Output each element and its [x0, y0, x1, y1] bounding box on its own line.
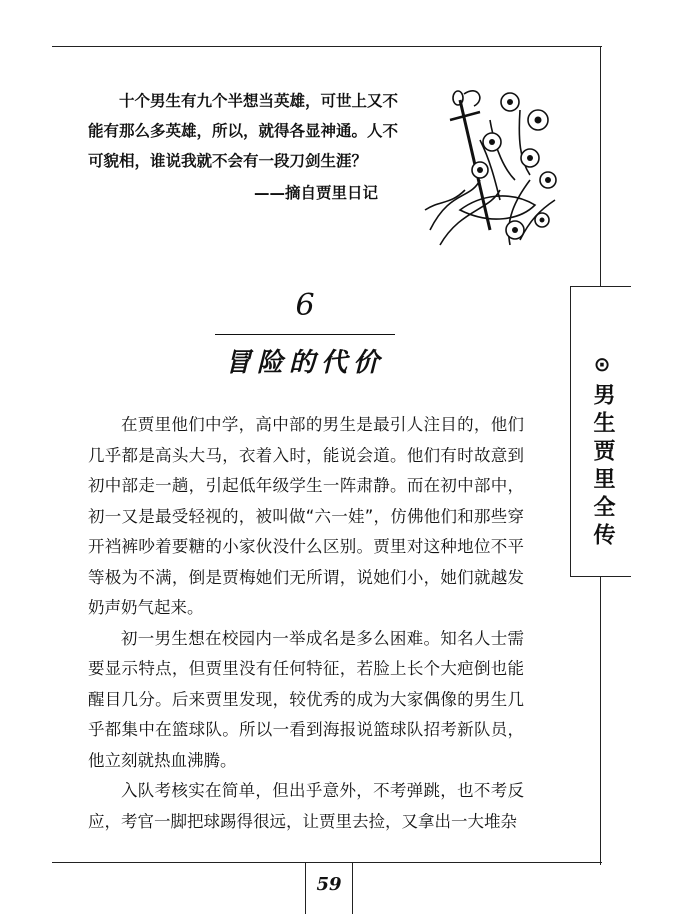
page-frame-top — [52, 46, 602, 47]
page-frame-right-lower — [600, 575, 601, 865]
chapter-title: 冒险的代价 — [224, 348, 385, 378]
chapter-divider — [215, 334, 395, 335]
page-frame-bottom — [52, 862, 602, 863]
book-title-vertical: 男生贾里全传 — [590, 383, 615, 551]
page-number-divider-right — [352, 862, 353, 914]
side-tab — [570, 286, 631, 577]
page-number: 59 — [316, 874, 342, 895]
epigraph-source: ——摘自贾里日记 — [253, 184, 378, 202]
side-tab-content — [585, 349, 619, 551]
body-paragraph: 入队考核实在简单，但出乎意外，不考弹跳，也不考反应，考官一脚把球踢得很远，让贾里去捡，又拿出一大堆杂 — [88, 781, 524, 831]
body-paragraph: 初一男生想在校园内一举成名是多么困难。知名人士需要显示特点，但贾里没有任何特征，若脸上长个大疤倒也能醒目几分。后来贾里发现，较优秀的成为大家偶像的男生几乎都集中在篮球队。所以一看到海报说篮球队招考新队员，他立刻就热血沸腾。 — [88, 628, 524, 770]
chapter-number: 6 — [295, 288, 315, 323]
body-text — [88, 410, 524, 837]
epigraph-text: 十个男生有九个半想当英雄，可世上又不能有那么多英雄，所以，就得各显神通。人不可貌相，谁说我就不会有一段刀剑生涯？ — [88, 92, 399, 170]
sword-and-flowers-icon — [420, 80, 560, 250]
epigraph — [88, 86, 398, 208]
circle-dot-icon: ⊙ — [593, 352, 611, 376]
page-frame-right-upper — [600, 46, 601, 286]
body-paragraph: 在贾里他们中学，高中部的男生是最引人注目的，他们几乎都是高头大马，衣着入时，能说会道。他们有时故意到初中部走一趟，引起低年级学生一阵肃静。而在初中部中，初一又是最受轻视的，被叫做“六一娃”，仿佛他们和那些穿开裆裤吵着要糖的小家伙没什么区别。贾里对这种地位不平等极为不满，倒是贾梅她们无所谓，说她们小，她们就越发奶声奶气起来。 — [88, 415, 524, 617]
